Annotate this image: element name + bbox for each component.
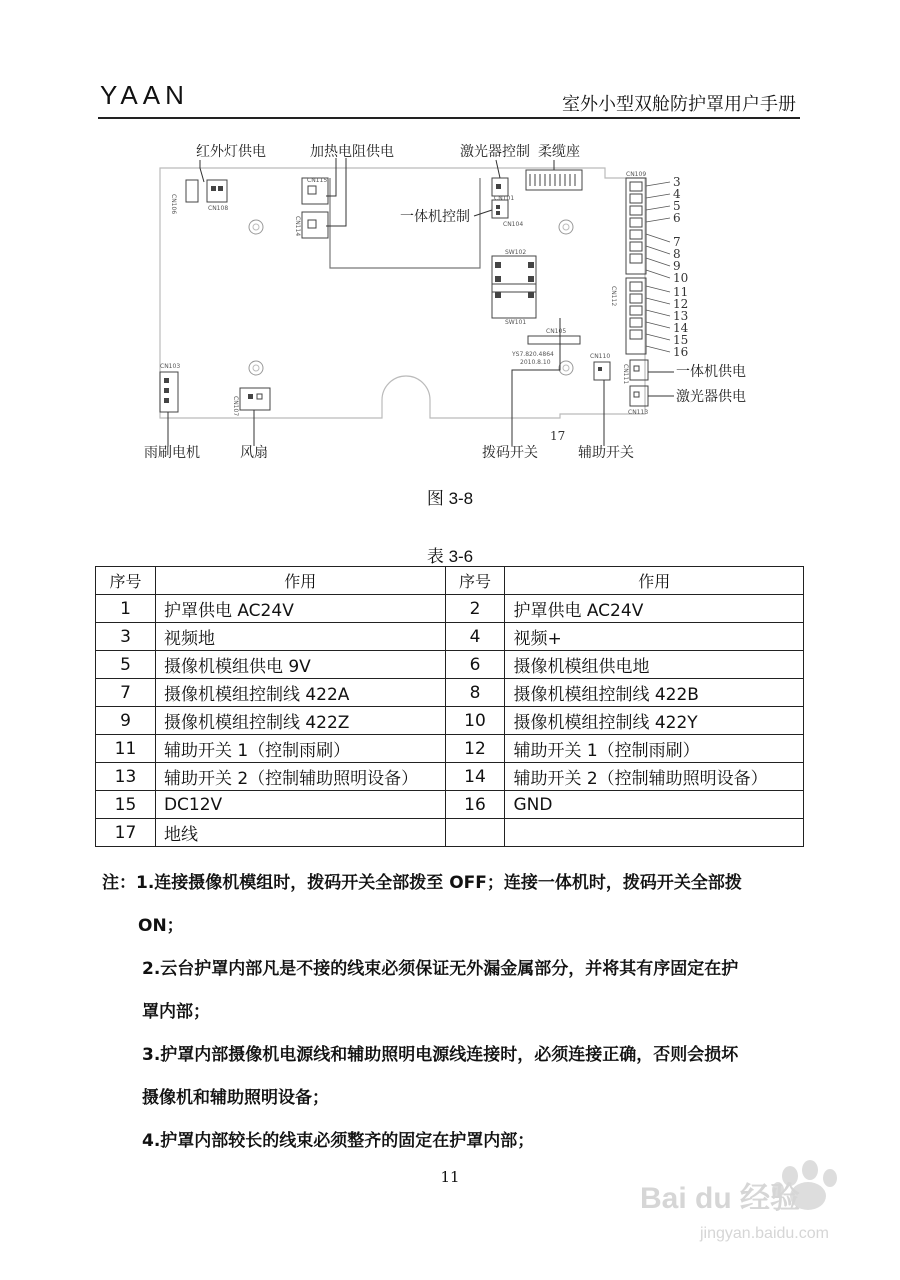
table-row	[96, 679, 804, 707]
watermark-url: jingyan.baidu.com	[700, 1225, 829, 1242]
table-row	[96, 707, 804, 735]
connector-id: CN105	[546, 328, 567, 335]
pin-number-cell	[445, 819, 505, 847]
connector-id: CN103	[160, 363, 181, 370]
pin-number: 9	[673, 259, 681, 273]
header-cell: 作用	[155, 567, 445, 595]
pin-number-cell: 15	[96, 791, 156, 819]
pin-function-cell: 辅助开关 2（控制辅助照明设备）	[505, 763, 804, 791]
pin-number: 12	[673, 297, 689, 311]
pin-function-cell: 摄像机模组供电地	[505, 651, 804, 679]
pin-function-cell: DC12V	[155, 791, 445, 819]
baidu-watermark	[640, 1150, 850, 1250]
pin-function-cell: 护罩供电 AC24V	[505, 595, 804, 623]
pin-number: 16	[673, 345, 689, 359]
pin-number-cell: 11	[96, 735, 156, 763]
pin-17: 17	[550, 429, 566, 443]
pin-function-cell: 摄像机模组供电 9V	[155, 651, 445, 679]
mount-hole	[253, 224, 259, 230]
pin-function-cell: GND	[505, 791, 804, 819]
label-flex-socket: 柔缆座	[538, 144, 580, 160]
pin-number-cell: 2	[445, 595, 505, 623]
note-1-line-2: ON；	[138, 916, 184, 936]
note-2-line-2: 罩内部；	[142, 1002, 210, 1022]
pin-number: 14	[673, 321, 689, 335]
pin-number: 6	[673, 211, 681, 225]
table-row	[96, 651, 804, 679]
pin-number-cell: 9	[96, 707, 156, 735]
watermark-brand: Bai du 经验	[640, 1182, 801, 1215]
pin-function-cell: 视频地	[155, 623, 445, 651]
mount-hole	[249, 361, 263, 375]
pin-number-cell: 13	[96, 763, 156, 791]
board-date: 2010.8.10	[520, 359, 551, 366]
label-fan: 风扇	[240, 445, 268, 461]
pin-number: 5	[673, 199, 681, 213]
connector-id: CN109	[626, 171, 647, 178]
mount-hole	[559, 361, 573, 375]
pin-number: 8	[673, 247, 681, 261]
note-3-line-1: 3.护罩内部摄像机电源线和辅助照明电源线连接时，必须连接正确，否则会损坏	[142, 1045, 739, 1065]
pin-number: 11	[673, 285, 689, 299]
label-laser-power: 激光器供电	[676, 389, 746, 405]
pin-number-cell: 17	[96, 819, 156, 847]
label-laser-control: 激光器控制	[460, 144, 530, 160]
connector-id: CN101	[494, 195, 515, 202]
pin-number-cell: 1	[96, 595, 156, 623]
label-ir-power: 红外灯供电	[196, 144, 266, 160]
pin-number: 10	[673, 271, 689, 285]
table-row	[96, 595, 804, 623]
connector-id: SW102	[505, 249, 527, 256]
connector-cn106	[186, 180, 198, 202]
pin-number: 4	[673, 187, 681, 201]
label-aux-switch: 辅助开关	[578, 445, 634, 461]
connector-id: CN112	[610, 286, 617, 307]
connector-id: CN107	[232, 396, 239, 417]
connector-id: CN114	[294, 216, 301, 237]
pin-number-cell: 7	[96, 679, 156, 707]
connector-cn114	[302, 212, 328, 238]
table-row	[96, 791, 804, 819]
dip-switch-sw101	[492, 284, 536, 318]
pin-number-cell: 16	[445, 791, 505, 819]
pin-function-cell: 辅助开关 1（控制雨刷）	[155, 735, 445, 763]
pin-number-cell: 8	[445, 679, 505, 707]
document-title: 室外小型双舱防护罩用户手册	[562, 94, 796, 115]
label-integrated-power: 一体机供电	[676, 364, 746, 380]
label-integrated-control: 一体机控制	[400, 209, 470, 225]
board-code: YS7.820.4864	[512, 351, 554, 358]
pin-number-cell: 12	[445, 735, 505, 763]
connector-id: CN104	[503, 221, 524, 228]
note-2-line-1: 2.云台护罩内部凡是不接的线束必须保证无外漏金属部分，并将其有序固定在护	[142, 959, 739, 979]
pin-function-cell	[505, 819, 804, 847]
label-heater-power: 加热电阻供电	[310, 144, 394, 160]
pin-number-cell: 3	[96, 623, 156, 651]
connector-cn108	[207, 180, 227, 202]
page-number: 11	[440, 1168, 460, 1186]
pin-function-cell: 摄像机模组控制线 422Z	[155, 707, 445, 735]
mount-hole	[563, 365, 569, 371]
connector-id: CN115	[307, 177, 328, 184]
terminal-block-cn112	[626, 278, 646, 354]
header-cell: 序号	[96, 567, 156, 595]
brand-logo-text: YAAN	[100, 80, 189, 110]
dip-switch-sw102	[492, 256, 536, 292]
label-dip-switch: 拨码开关	[482, 445, 538, 461]
mount-hole	[249, 220, 263, 234]
connector-id: CN113	[628, 409, 649, 416]
pin-number: 3	[673, 175, 681, 189]
table-row	[96, 763, 804, 791]
table-header-row	[96, 567, 804, 595]
pin-function-cell: 辅助开关 1（控制雨刷）	[505, 735, 804, 763]
connector-cn107	[240, 388, 270, 410]
note-1-line-1: 注：1.连接摄像机模组时，拨码开关全部拨至 OFF；连接一体机时，拨码开关全部拨	[102, 873, 742, 893]
pin-number-cell: 5	[96, 651, 156, 679]
board-outline	[160, 168, 645, 418]
pin-number-cell: 6	[445, 651, 505, 679]
flex-socket	[526, 170, 582, 190]
header-cell: 作用	[505, 567, 804, 595]
mount-hole	[559, 220, 573, 234]
label-wiper-motor: 雨刷电机	[144, 445, 200, 461]
connector-cn105	[528, 336, 580, 344]
note-4-line-1: 4.护罩内部较长的线束必须整齐的固定在护罩内部；	[142, 1131, 535, 1151]
table-caption: 表 3-6	[426, 547, 474, 566]
terminal-block-cn109	[626, 178, 646, 274]
pin-function-cell: 摄像机模组控制线 422Y	[505, 707, 804, 735]
mount-hole	[253, 365, 259, 371]
pin-function-cell: 摄像机模组控制线 422B	[505, 679, 804, 707]
table-row	[96, 623, 804, 651]
pin-number: 7	[673, 235, 681, 249]
note-3-line-2: 摄像机和辅助照明设备；	[142, 1088, 329, 1108]
pin-number-cell: 4	[445, 623, 505, 651]
pin-number: 13	[673, 309, 689, 323]
notes-section	[102, 862, 802, 1163]
pin-function-cell: 护罩供电 AC24V	[155, 595, 445, 623]
connector-id: CN110	[590, 353, 611, 360]
connector-id: SW101	[505, 319, 527, 326]
pin-number-cell: 10	[445, 707, 505, 735]
pin-function-cell: 辅助开关 2（控制辅助照明设备）	[155, 763, 445, 791]
table-row	[96, 819, 804, 847]
pin-function-cell: 摄像机模组控制线 422A	[155, 679, 445, 707]
pin-number-cell: 14	[445, 763, 505, 791]
figure-caption: 图 3-8	[426, 489, 474, 508]
pin-function-table	[95, 566, 804, 847]
pin-number: 15	[673, 333, 689, 347]
pin-function-cell: 地线	[155, 819, 445, 847]
connector-id: CN106	[170, 194, 177, 215]
table-row	[96, 735, 804, 763]
mount-hole	[563, 224, 569, 230]
connector-id: CN111	[622, 364, 629, 385]
header-cell: 序号	[445, 567, 505, 595]
connector-id: CN108	[208, 205, 229, 212]
pin-function-cell: 视频+	[505, 623, 804, 651]
circuit-board-diagram	[0, 0, 900, 480]
